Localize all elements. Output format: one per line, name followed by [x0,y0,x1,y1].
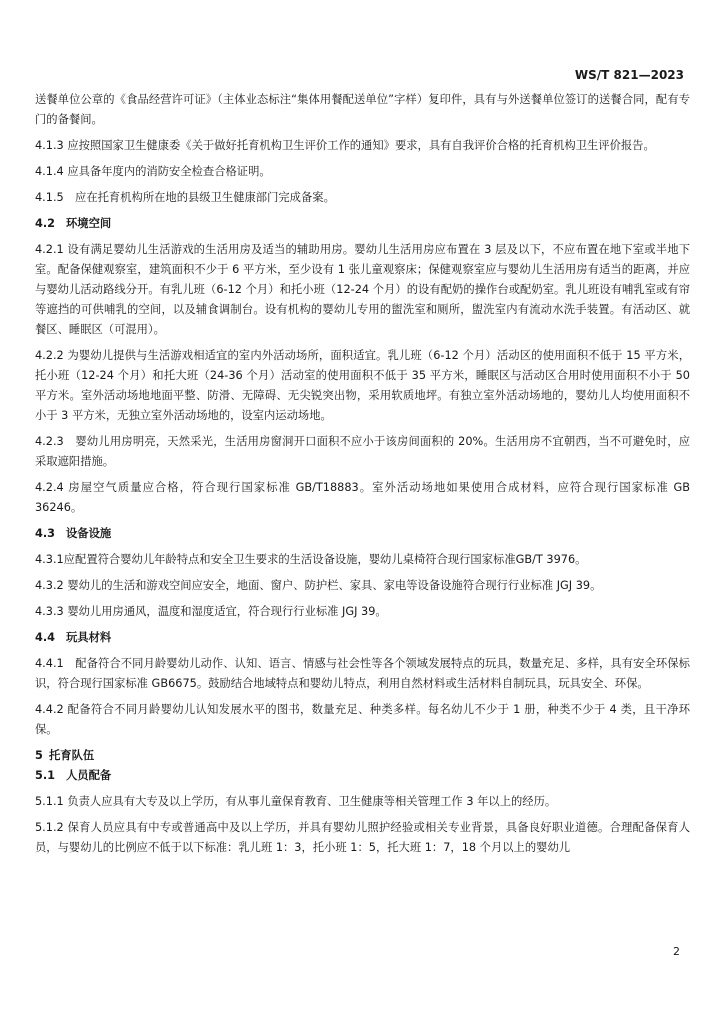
section-number: 4.3 [35,527,56,540]
section-heading [35,766,690,786]
section-title: 托育队伍 [49,749,95,762]
chapter-heading [35,746,690,766]
paragraph: 4.1.5 应在托育机构所在地的县级卫生健康部门完成备案。 [35,191,335,204]
paragraph: 4.1.3 应按照国家卫生健康委《关于做好托育机构卫生评价工作的通知》要求，具有自我评价合格的托育机构卫生评价报告。 [35,139,655,152]
paragraph: 4.4.2 配备符合不同月龄婴幼儿认知发展水平的图书，数量充足、种类多样。每名幼儿不少于 1 册，种类不少于 4 类，且干净环保。 [35,703,690,736]
section-number: 4.4 [35,631,56,644]
paragraph: 4.2.1 设有满足婴幼儿生活游戏的生活用房及适当的辅助用房。婴幼儿生活用房应布置在 3 层及以下，不应布置在地下室或半地下室。配备保健观察室，建筑面积不少于 6 平方米，至少设有 1 张儿童观察床；保健观察室应与婴幼儿生活用房有适当的距离，并应与婴幼儿活动路线分开。有乳儿班（6-12 个月）和托小班（12-24 个月）的设有配奶的操作台或配奶室。乳儿班设有哺乳室或有帘等遮挡的可供哺乳的空间，以及辅食调制台。设有机构的婴幼儿专用的盥洗室和厕所，盥洗室内有流动水洗手装置。有活动区、就餐区、睡眠区（可混用）。 [35,243,690,336]
section-title: 设备设施 [66,527,112,540]
section-number: 5 [35,749,43,762]
document-code: WS/T 821—2023 [574,68,684,82]
paragraph: 4.3.1应配置符合婴幼儿年龄特点和安全卫生要求的生活设备设施，婴幼儿桌椅符合现行国家标准GB/T 3976。 [35,553,587,566]
paragraph: 4.2.4 房屋空气质量应合格，符合现行国家标准 GB/T18883。室外活动场地如果使用合成材料，应符合现行国家标准 GB 36246。 [35,481,690,514]
section-heading [35,524,690,544]
paragraph: 4.1.4 应具备年度内的消防安全检查合格证明。 [35,165,271,178]
section-number: 4.2 [35,217,56,230]
paragraph: 4.3.2 婴幼儿的生活和游戏空间应安全，地面、窗户、防护栏、家具、家电等设备设施符合现行行业标准 JGJ 39。 [35,579,602,592]
page-body [35,90,690,864]
paragraph: 4.3.3 婴幼儿用房通风，温度和湿度适宜，符合现行行业标准 JGJ 39。 [35,605,387,618]
section-title: 人员配备 [66,769,112,782]
paragraph: 送餐单位公章的《食品经营许可证》（主体业态标注“集体用餐配送单位”字样）复印件，具有与外送餐单位签订的送餐合同，配有专门的备餐间。 [35,93,690,126]
section-title: 环境空间 [66,217,112,230]
paragraph: 5.1.1 负责人应具有大专及以上学历，有从事儿童保育教育、卫生健康等相关管理工作 3 年以上的经历。 [35,795,557,808]
page-number: 2 [673,945,680,958]
paragraph: 4.2.2 为婴幼儿提供与生活游戏相适宜的室内外活动场所，面积适宜。乳儿班（6-12 个月）活动区的使用面积不低于 15 平方米，托小班（12-24 个月）和托大班（24-36 个月）活动室的使用面积不低于 35 平方米，睡眠区与活动区合用时使用面积不小于 50 平方米。室外活动场地地面平整、防滑、无障碍、无尖锐突出物，采用软质地坪。有独立室外活动场地的，婴幼儿人均使用面积不小于 3 平方米，无独立室外活动场地的，设室内运动场地。 [35,349,690,422]
section-number: 5.1 [35,769,56,782]
paragraph: 4.4.1 配备符合不同月龄婴幼儿动作、认知、语言、情感与社会性等各个领域发展特点的玩具，数量充足、多样，具有安全环保标识，符合现行国家标准 GB6675。鼓励结合地域特点和婴幼儿特点，利用自然材料或生活材料自制玩具，玩具安全、环保。 [35,657,690,690]
paragraph: 5.1.2 保育人员应具有中专或普通高中及以上学历，并具有婴幼儿照护经验或相关专业背景，具备良好职业道德。合理配备保育人员，与婴幼儿的比例应不低于以下标准：乳儿班 1：3，托小班 1：5，托大班 1：7，18 个月以上的婴幼儿 [35,821,690,854]
section-title: 玩具材料 [66,631,112,644]
section-heading [35,214,690,234]
paragraph: 4.2.3 婴幼儿用房明亮，天然采光，生活用房窗洞开口面积不应小于该房间面积的 20%。生活用房不宜朝西，当不可避免时，应采取遮阳措施。 [35,435,690,468]
section-heading [35,628,690,648]
